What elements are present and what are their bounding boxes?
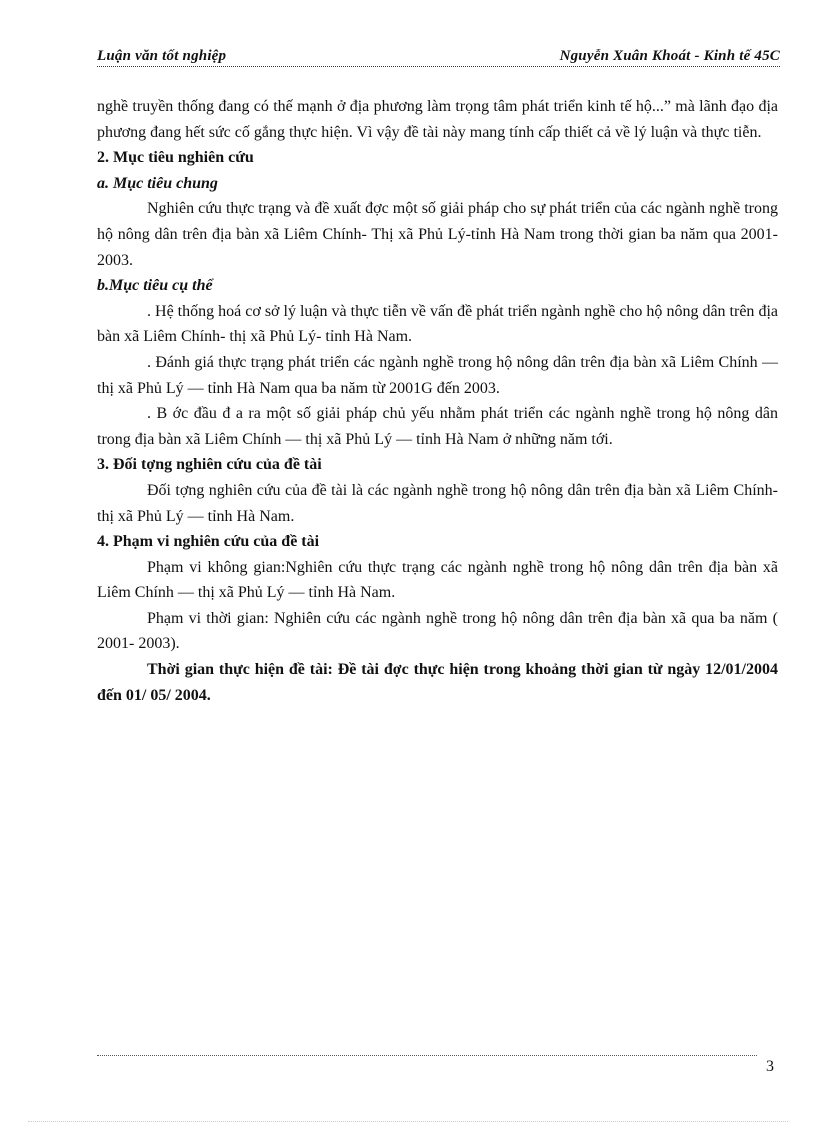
page-bottom-border bbox=[28, 1121, 788, 1122]
footer-divider bbox=[97, 1055, 757, 1056]
header-author: Nguyễn Xuân Khoát - Kinh tế 45C bbox=[559, 48, 780, 64]
heading-research-scope: 4. Phạm vi nghiên cứu của đề tài bbox=[97, 533, 320, 551]
paragraph-intro: nghề truyền thống đang có thế mạnh ở địa phương làm trọng tâm phát triển kinh tế hộ...” mà lãnh đạo địa phương đang hết sức cố gắng thực hiện. Vì vậy đề tài này mang tính cấp thiết cả về lý luận và thực tiễn. bbox=[97, 98, 778, 141]
page-header bbox=[97, 44, 780, 67]
paragraph-implementation-period: Thời gian thực hiện đề tài: Đề tài đợc thực hiện trong khoảng thời gian từ ngày 12/01/2004 đến 01/ 05/ 2004. bbox=[97, 661, 778, 704]
paragraph-scope-time: Phạm vi thời gian: Nghiên cứu các ngành nghề trong hộ nông dân trên địa bàn xã qua ba năm ( 2001- 2003). bbox=[97, 609, 778, 653]
list-item-objective-1: . Hệ thống hoá cơ sở lý luận và thực tiễn về vấn đề phát triển ngành nghề cho hộ nông dân trên địa bàn xã Liêm Chính- thị xã Phủ Lý- tỉnh Hà Nam. bbox=[97, 302, 778, 346]
heading-research-subject: 3. Đối tợng nghiên cứu của đề tài bbox=[97, 456, 322, 474]
heading-objectives: 2. Mục tiêu nghiên cứu bbox=[97, 149, 254, 167]
page-body bbox=[97, 94, 778, 708]
subheading-specific-objectives: b.Mục tiêu cụ thể bbox=[97, 277, 213, 295]
list-item-objective-3: . B ớc đầu đ a ra một số giải pháp chủ yếu nhằm phát triển các ngành nghề trong hộ nông dân trong địa bàn xã Liêm Chính — thị xã Phủ Lý — tỉnh Hà Nam ở những năm tới. bbox=[97, 405, 778, 448]
subheading-general-objective: a. Mục tiêu chung bbox=[97, 174, 218, 192]
paragraph-scope-space: Phạm vi không gian:Nghiên cứu thực trạng các ngành nghề trong hộ nông dân trên địa bàn xã Liêm Chính — thị xã Phủ Lý — tỉnh Hà Nam. bbox=[97, 558, 778, 602]
paragraph-general-objective: Nghiên cứu thực trạng và đề xuất đợc một số giải pháp cho sự phát triển của các ngành nghề trong hộ nông dân trên địa bàn xã Liêm Chính- Thị xã Phủ Lý-tỉnh Hà Nam trong thời gian ba năm qua 2001- 2003. bbox=[97, 200, 778, 269]
list-item-objective-2: . Đánh giá thực trạng phát triển các ngành nghề trong hộ nông dân trên địa bàn xã Liêm Chính — thị xã Phủ Lý — tỉnh Hà Nam qua ba năm từ 2001G đến 2003. bbox=[97, 353, 778, 397]
page-number: 3 bbox=[766, 1058, 774, 1075]
paragraph-research-subject: Đối tợng nghiên cứu của đề tài là các ngành nghề trong hộ nông dân trên địa bàn xã Liêm Chính- thị xã Phủ Lý — tỉnh Hà Nam. bbox=[97, 481, 778, 525]
header-thesis-title: Luận văn tốt nghiệp bbox=[97, 48, 227, 64]
